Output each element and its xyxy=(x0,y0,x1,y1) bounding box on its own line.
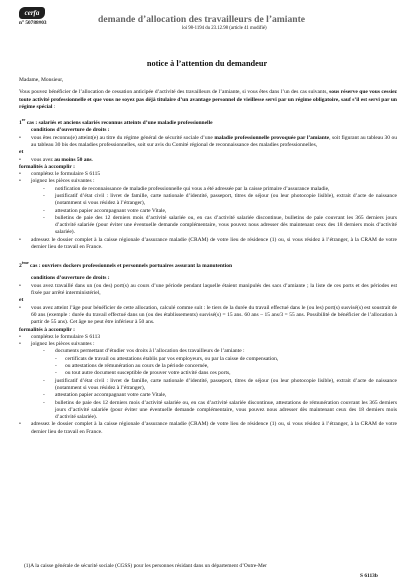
law-reference: loi 98-1194 du 23.12.98 (article 41 modifié) xyxy=(182,26,267,31)
case1-condition xyxy=(19,135,397,150)
case2-conditions-heading: conditions d’ouverture de droits : xyxy=(31,275,110,282)
case1-piece-text: attestation papier accompagnant votre carte Vitale, xyxy=(55,207,167,214)
bullet-icon: • xyxy=(19,156,21,163)
case2-docs-intro-text: documents permettant d’étudier vos droits à l’allocation des travailleurs de l’amiante : xyxy=(55,348,245,355)
case1-piece-text: bulletins de paie des 12 derniers mois d’activité salariée ou, en cas d’activité salariée discontinue, bulletins de paie couvrant les 365 derniers jours d’activité salariée (pour éviter une éventuelle demande complémentaire, vous pouvez nous adresser dès maintenant ceux des 18 derniers mois d’activité salariée). xyxy=(55,214,397,236)
dash-icon: - xyxy=(43,392,45,399)
case2-sup: ème xyxy=(21,260,29,266)
bullet-icon: • xyxy=(19,421,21,428)
case1-piece xyxy=(19,193,397,208)
case2-piece xyxy=(19,392,397,399)
case1-age-prefix: vous avez xyxy=(31,156,55,163)
case1-piece xyxy=(19,186,397,193)
case2-piece-text: bulletins de paie des 12 derniers mois d’activité salariée ou, en cas d’activité salariée discontinue, attestations de rémunération couvrant les 365 derniers jours d’activité salariée (pour éviter une éventuelle demande complémentaire, vous pouvez nous adresser dès maintenant ceux des 18 derniers mois d’activité salariée). xyxy=(55,399,397,421)
case2-b2 xyxy=(19,341,397,348)
case1-piece-text: notification de reconnaissance de maladie professionnelle qui vous a été adressée par la caisse primaire d’assurance maladie, xyxy=(55,185,330,192)
dash-icon: - xyxy=(43,214,45,221)
notice-title: notice à l’attention du demandeur xyxy=(146,59,268,68)
case1-et: et xyxy=(19,149,24,156)
case1-piece xyxy=(19,215,397,237)
case1-b1-text: complétez le formulaire S 6115 xyxy=(31,171,101,178)
case2-c1 xyxy=(19,283,397,298)
salutation: Madame, Monsieur, xyxy=(19,77,64,83)
case2-c1-text: vous avez travaillé dans un (ou des) port(s) au cours d’une période pendant laquelle étaient manipulés des sacs d’amiante ; la liste de ces ports et des périodes est fixée par arrêté interministériel, xyxy=(31,282,397,297)
case2-doc xyxy=(19,370,397,377)
case1-conditions-heading: conditions d’ouverture de droits : xyxy=(31,127,110,134)
case2-b3 xyxy=(19,421,397,436)
case2-piece xyxy=(19,378,397,393)
case2-et: et xyxy=(19,297,24,304)
case1-cond-text: vous êtes reconnu(e) atteint(e) au titre du régime général de sécurité sociale d’une xyxy=(31,134,215,141)
dash-icon: - xyxy=(43,399,45,406)
intro-condition: sous réserve que vous cessiez toute activité professionnelle et que vous ne soyez pas déjà titulaire d’un avantage personnel de vieillesse servi par un régime obligatoire, sauf s’il est servi par un régime spécial xyxy=(19,89,397,110)
bullet-icon: • xyxy=(19,134,21,141)
case1-b2 xyxy=(19,178,397,185)
case2-c2-text: vous avez atteint l’âge pour bénéficier de cette allocation, calculé comme suit : le tiers de la durée du travail effectué dans le (ou les) port(s) susvisé(s) est soustrait de 60 ans (exemple : durée du travail effectué dans un (ou des établissements) susvisé(s) = 15 ans. 60 ans – 15 ans/3 = 55 ans. Possibilité de bénéficier de l’allocation à partir de 55 ans). Cet âge ne peut être inférieur à 50 ans. xyxy=(31,304,397,326)
case2-b3-text: adressez le dossier complet à la caisse régionale d’assurance maladie (CRAM) de votre lieu de résidence (1) ou, si vous résidez à l’étranger, à la CRAM de votre dernier lieu de travail en France. xyxy=(31,421,397,435)
case1-sup: er xyxy=(21,117,26,123)
case2-doc-text: ou attestations de rémunération au cours de la période concernée, xyxy=(65,363,209,370)
case2-todo-heading: formalités à accomplir : xyxy=(19,326,75,333)
case1-b3 xyxy=(19,237,397,252)
case2-number: 2 xyxy=(19,263,22,270)
dash-icon: - xyxy=(43,207,45,214)
case2-c2 xyxy=(19,305,397,327)
bullet-icon: • xyxy=(19,171,21,178)
case2-b1 xyxy=(19,334,397,341)
case2-doc xyxy=(19,363,397,370)
dash-icon: - xyxy=(43,377,45,384)
notice-body xyxy=(19,77,397,436)
bullet-icon: • xyxy=(19,236,21,243)
case1-b1 xyxy=(19,171,397,178)
case1-age-value: au moins 50 ans xyxy=(54,156,92,163)
case1-piece-text: justificatif d’état civil : livret de famille, carte nationale d’identité, passeport, titres de séjour (ou leur photocopie lisible), extrait d’acte de naissance (notamment si vous résidez à l’étranger), xyxy=(55,192,397,207)
bullet-icon: • xyxy=(19,282,21,289)
case2-doc-text: certificats de travail ou attestations établis par vos employeurs, ou par la caisse de compensation, xyxy=(65,355,279,362)
case2-b2-text: joignez les pièces suivantes : xyxy=(31,341,95,348)
case2-doc xyxy=(19,356,397,363)
intro-paragraph xyxy=(19,89,397,111)
case1-cond-disease: maladie professionnelle provoquée par l’amiante xyxy=(214,134,330,141)
form-title: demande d’allocation des travailleurs de l’amiante xyxy=(98,14,306,25)
case1-todo-heading: formalités à accomplir : xyxy=(19,163,75,170)
case1-b2-text: joignez les pièces suivantes : xyxy=(31,178,95,185)
intro-text: Vous pouvez bénéficier de l’allocation de cessation anticipée d’activité des travailleurs de l’amiante, si vous êtes dans l’un des cas suivants, xyxy=(19,89,330,96)
cerfa-number: n° 50788#03 xyxy=(19,20,47,26)
dash-icon: - xyxy=(43,192,45,199)
dash-icon: - xyxy=(43,185,45,192)
case1-title-text: cas : salariés et anciens salariés reconnus atteints d’une maladie professionnelle xyxy=(25,120,213,127)
case2-doc-text: ou tout autre document susceptible de prouver votre activité dans ces ports, xyxy=(65,370,231,377)
case2-title xyxy=(19,259,397,270)
cerfa-logo: cerfa xyxy=(19,7,45,19)
case2-title-text: cas : ouvriers dockers professionnels et personnels portuaires assurant la manutention xyxy=(28,263,233,270)
footnote: (1)A la caisse générale de sécurité sociale (CGSS) pour les personnes résidant dans un département d’Outre-Mer xyxy=(24,563,267,569)
bullet-icon: • xyxy=(19,304,21,311)
case1-age xyxy=(19,157,397,164)
bullet-icon: • xyxy=(19,178,21,185)
dash-icon: - xyxy=(43,348,45,355)
case1-b3-text: adressez le dossier complet à la caisse régionale d’assurance maladie (CRAM) de votre lieu de résidence (1) ou, si vous résidez à l’étranger, à la CRAM de votre dernier lieu de travail en France. xyxy=(31,236,397,251)
case2-docs-intro xyxy=(19,348,397,355)
bullet-icon: • xyxy=(19,341,21,348)
case2-piece-text: justificatif d’état civil : livret de famille, carte nationale d’identité, passeport, titres de séjour (ou leur photocopie lisible), extrait d’acte de naissance (notamment si vous résidez à l’étranger), xyxy=(55,377,397,391)
case1-piece xyxy=(19,208,397,215)
case1-cond-text2: , soit figurant au tableau 30 ou au tableau 30 bis des maladies professionnelles, soit sur avis du Comité régional de reconnaissance des maladies professionnelles, xyxy=(31,134,397,148)
case1-number: 1 xyxy=(19,120,22,127)
case1-title xyxy=(19,116,397,127)
dash-icon: - xyxy=(55,370,57,377)
bullet-icon: • xyxy=(19,333,21,340)
dash-icon: - xyxy=(55,363,57,370)
case2-piece xyxy=(19,400,397,422)
dash-icon: - xyxy=(55,355,57,362)
case1-age-suffix: . xyxy=(91,156,94,163)
case2-piece-text: attestation papier accompagnant votre carte Vitale, xyxy=(55,392,167,399)
case2-b1-text: complétez le formulaire S 6113 xyxy=(31,333,101,340)
intro-colon: : xyxy=(52,103,56,110)
form-reference: S 6113b xyxy=(360,573,378,579)
